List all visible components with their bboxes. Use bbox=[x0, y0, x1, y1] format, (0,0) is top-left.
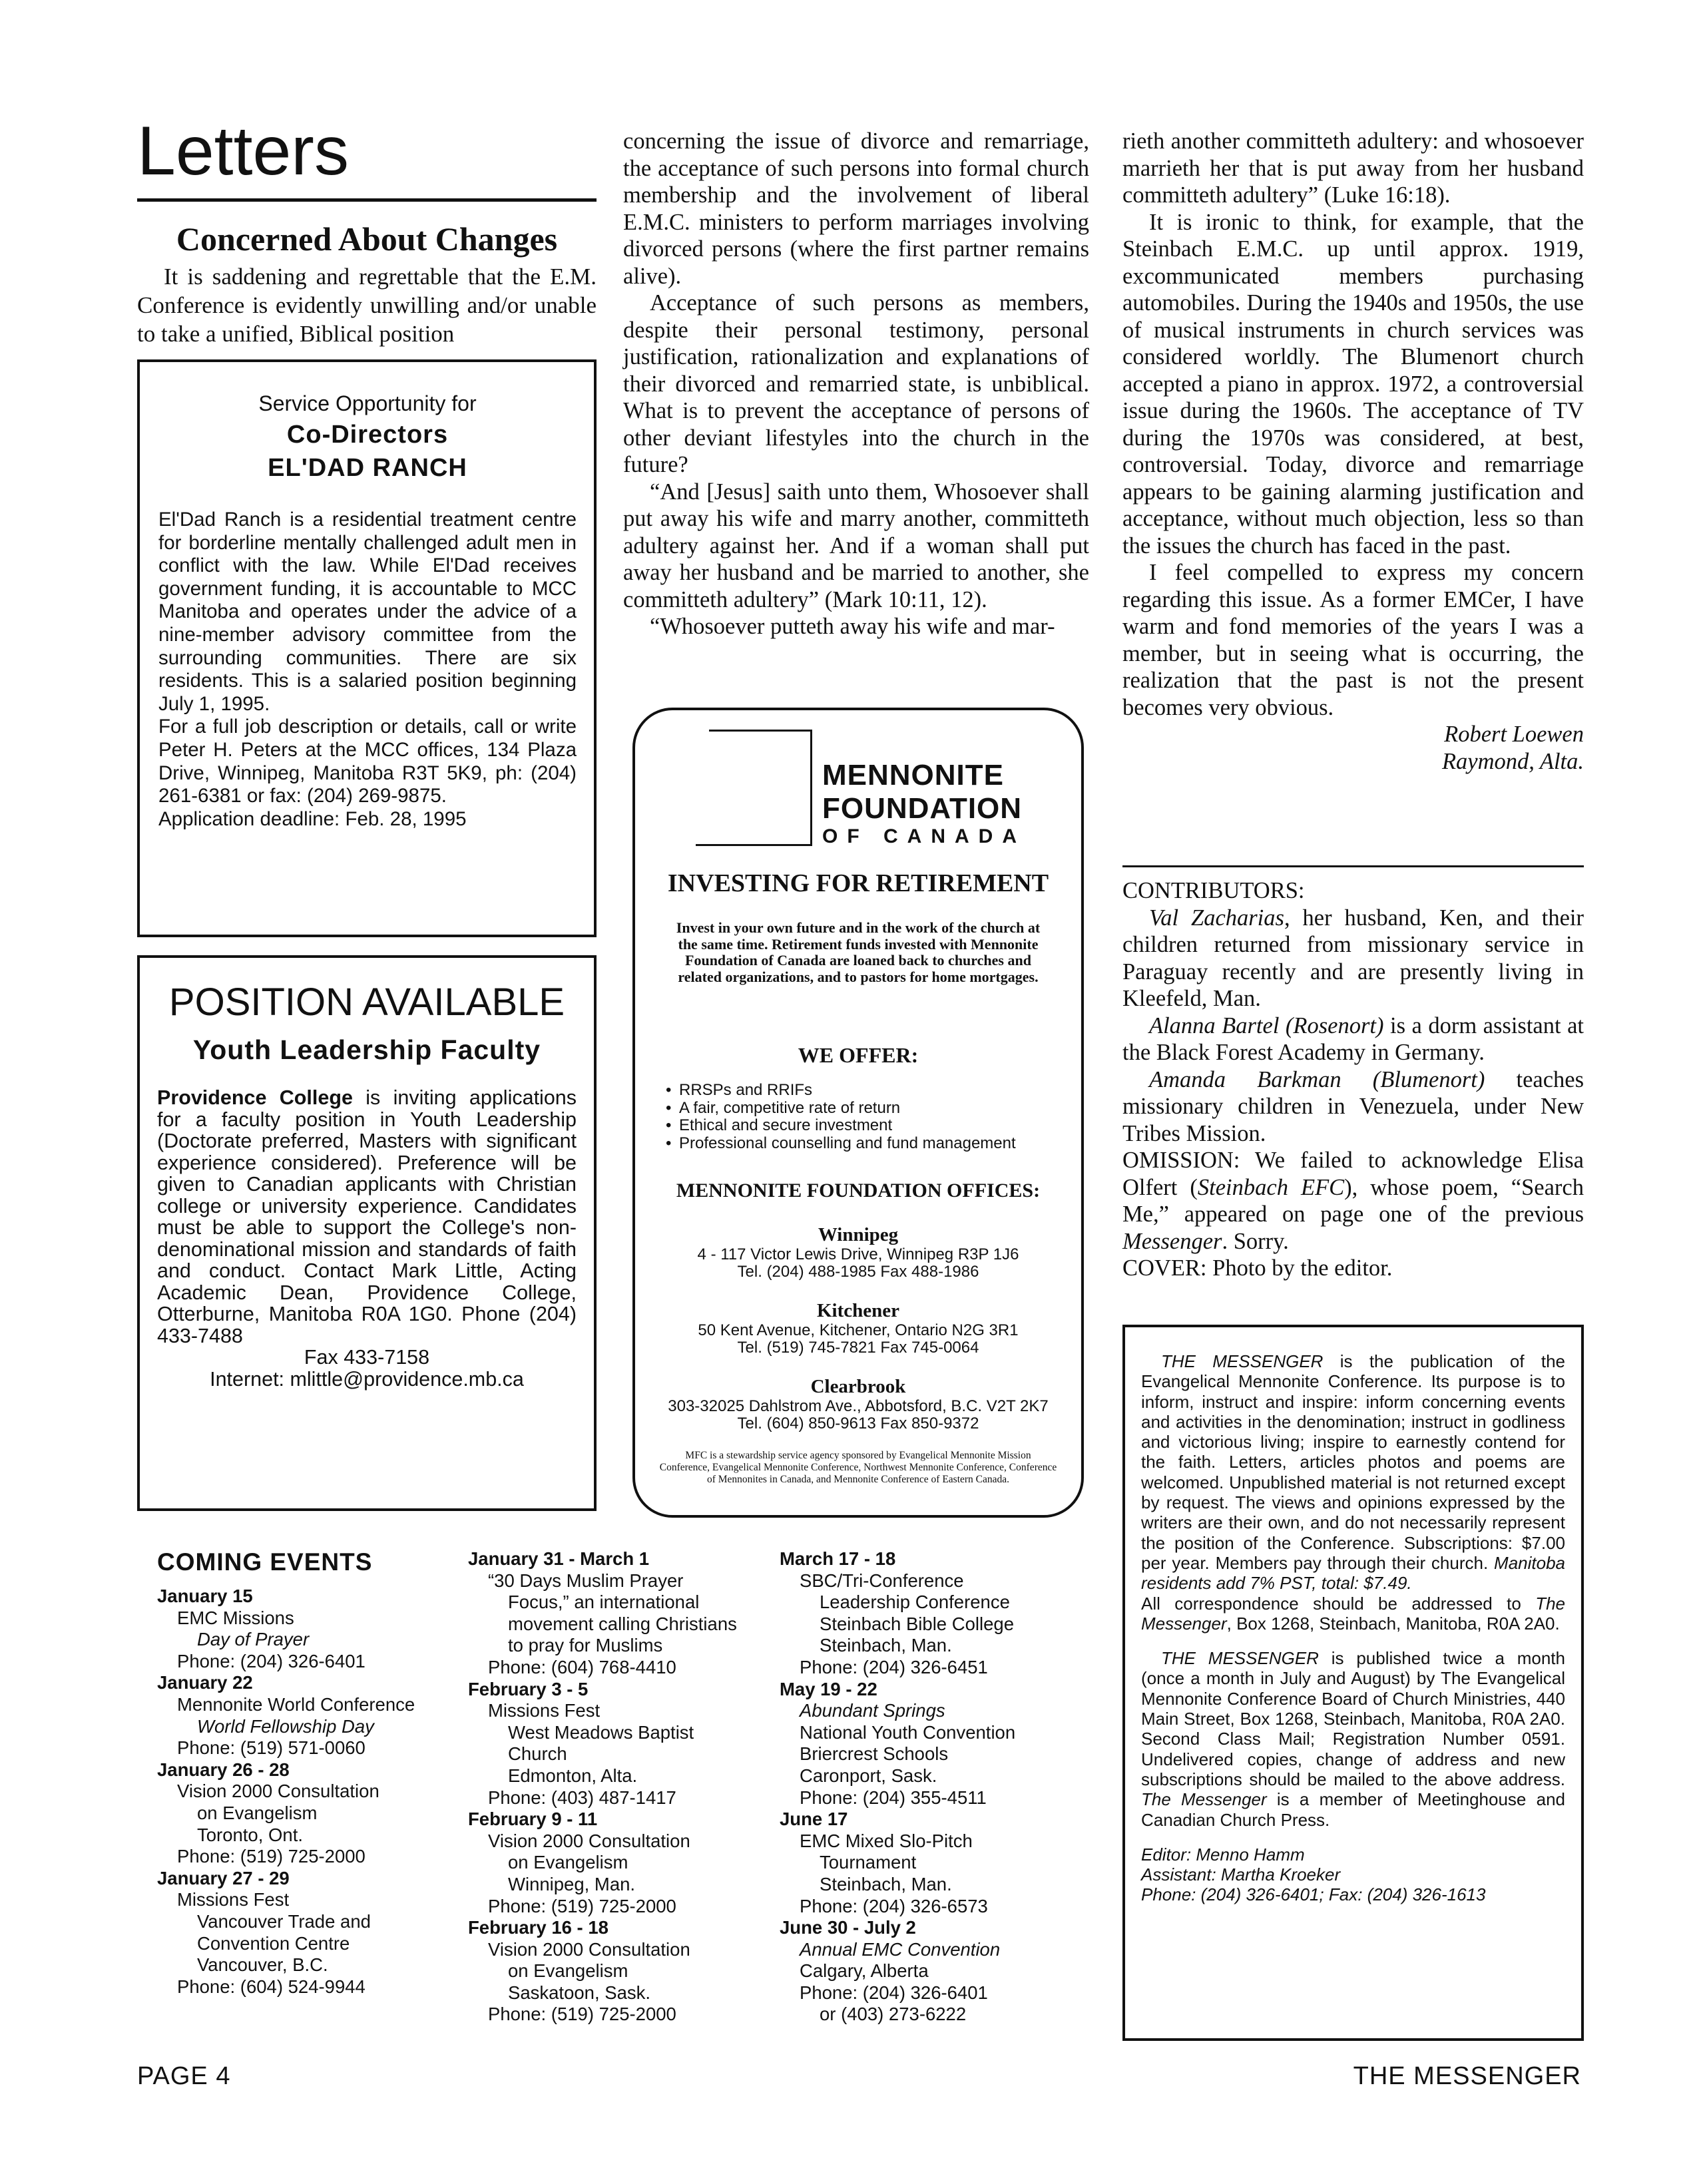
office-phone: Tel. (204) 488-1985 Fax 488-1986 bbox=[737, 1263, 979, 1281]
event-phone: Phone: (403) 487-1417 bbox=[488, 1787, 676, 1808]
event-item bbox=[157, 1672, 450, 1759]
event-detail: Day of Prayer bbox=[197, 1629, 310, 1650]
event-detail: Focus,” an international bbox=[508, 1592, 700, 1613]
eldad-ranch-ad bbox=[137, 359, 597, 937]
letter-paragraph: concerning the issue of divorce and remarriage, the acceptance of such persons into formal church membership and the involvement of liberal E.M.C. ministers to perform marriages involving divorced persons (where the first partner remains alive). bbox=[623, 128, 1089, 289]
masthead-editor: Editor: Menno Hamm bbox=[1141, 1844, 1305, 1864]
omission-note: OMISSION: We failed to acknowledge Elisa Olfert (Steinbach EFC), whose poem, “Search Me,” appeared on page one of the previous Messenger. Sorry. bbox=[1122, 1148, 1584, 1254]
position-available-ad bbox=[137, 955, 597, 1511]
event-phone: Phone: (519) 725-2000 bbox=[177, 1846, 365, 1867]
event-detail: Winnipeg, Man. bbox=[508, 1873, 636, 1894]
event-phone: Phone: (519) 725-2000 bbox=[488, 1895, 676, 1916]
event-detail: Briercrest Schools bbox=[800, 1743, 949, 1765]
letter-paragraph: “Whosoever putteth away his wife and mar- bbox=[650, 614, 1055, 639]
event-phone: Phone: (204) 326-6401 bbox=[177, 1650, 365, 1671]
event-date: March 17 - 18 bbox=[780, 1548, 896, 1569]
letter-title: Concerned About Changes bbox=[176, 220, 558, 258]
ad-description: El'Dad Ranch is a residential treatment centre for borderline mentally challenged adult men in conflict with the law. While El'Dad receives government funding, it is accountable to MCC Manitoba and operates under the advice of a nine-member advisory committee from the surrounding communities. There are six residents. This is a salaried position beginning July 1, 1995. bbox=[158, 509, 577, 715]
event-detail: Vision 2000 Consultation bbox=[488, 1938, 690, 1960]
event-item bbox=[468, 1548, 761, 1679]
mfc-office bbox=[632, 1375, 1084, 1432]
letter-column-3 bbox=[1122, 128, 1584, 775]
office-phone: Tel. (604) 850-9613 Fax 850-9372 bbox=[737, 1415, 979, 1432]
event-date: February 16 - 18 bbox=[468, 1917, 609, 1938]
event-phone: Phone: (204) 355-4511 bbox=[800, 1787, 987, 1808]
event-detail: Vision 2000 Consultation bbox=[177, 1781, 379, 1802]
college-name: Providence College bbox=[157, 1086, 353, 1109]
event-detail: Caronport, Sask. bbox=[800, 1765, 937, 1786]
event-detail: Tournament bbox=[820, 1852, 917, 1873]
ad-description: Providence College is inviting applications for a faculty position in Youth Leadership (Doctorate preferred, Masters with significant experience considered). Preference will be given to Canadian applicants with Christian college or university experience. Candidates must be able to support the College's non-denominational mission and standards of faith and conduct. Contact Mark Little, Acting Academic Dean, Providence College, Otterburne, Manitoba R0A 1G0. Phone (204) 433-7488 bbox=[157, 1086, 577, 1347]
masthead-assistant: Assistant: Martha Kroeker bbox=[1141, 1864, 1341, 1885]
cover-credit: COVER: Photo by the editor. bbox=[1122, 1255, 1393, 1281]
contributors bbox=[1122, 877, 1584, 1282]
ad-email[interactable]: Internet: mlittle@providence.mb.ca bbox=[210, 1367, 524, 1391]
event-phone: Phone: (519) 725-2000 bbox=[488, 2004, 676, 2025]
masthead-publishing: THE MESSENGER is published twice a month (once a month in July and August) by The Evangelical Mennonite Conference Board of Church Ministries, 440 Main Street, Box 1268, Steinbach, Manitoba, R0A 2A0. Second Class Mail; Registration Number 0591. Undelivered copies, change of address and new subscriptions should be mailed to the above address. The Messenger is a member of Meetinghouse and Canadian Church Press. bbox=[1141, 1648, 1565, 1830]
event-date: January 15 bbox=[157, 1586, 253, 1606]
event-detail: Annual EMC Convention bbox=[800, 1938, 1001, 1960]
event-date: June 17 bbox=[780, 1809, 848, 1830]
list-item: • Ethical and secure investment bbox=[666, 1117, 1052, 1135]
section-title: Letters bbox=[137, 112, 349, 190]
event-date: January 22 bbox=[157, 1672, 253, 1693]
contributor-entry: Amanda Barkman (Blumenort) teaches missionary children in Venezuela, under New Tribes Mission. bbox=[1122, 1066, 1584, 1146]
mfc-offer-list bbox=[666, 1082, 1052, 1152]
events-title: COMING EVENTS bbox=[157, 1548, 373, 1576]
ad-title: Co-Directors bbox=[286, 421, 449, 449]
mfc-logo-frame bbox=[696, 730, 812, 849]
event-date: January 26 - 28 bbox=[157, 1759, 290, 1780]
event-detail: Church bbox=[508, 1743, 567, 1765]
event-date: January 31 - March 1 bbox=[468, 1548, 650, 1569]
masthead-phone: Phone: (204) 326-6401; Fax: (204) 326-1613 bbox=[1141, 1884, 1486, 1905]
event-item bbox=[780, 1548, 1086, 1679]
letter-intro: It is saddening and regrettable that the E.M. Conference is evidently unwilling and/or unable to take a unified, Biblical position bbox=[137, 264, 597, 347]
office-address: 50 Kent Avenue, Kitchener, Ontario N2G 3R1 bbox=[698, 1321, 1019, 1339]
contributor-entry: Alanna Bartel (Rosenort) is a dorm assistant at the Black Forest Academy in Germany. bbox=[1122, 1012, 1584, 1065]
event-date: May 19 - 22 bbox=[780, 1678, 877, 1699]
ad-subtitle: Youth Leadership Faculty bbox=[192, 1034, 541, 1065]
event-detail: EMC Missions bbox=[177, 1607, 294, 1628]
event-item bbox=[157, 1868, 450, 1998]
event-item bbox=[468, 1809, 761, 1917]
event-detail: Mennonite World Conference bbox=[177, 1693, 415, 1715]
events-column bbox=[157, 1586, 450, 1998]
mfc-name: FOUNDATION bbox=[822, 792, 1023, 825]
mfc-office bbox=[632, 1299, 1084, 1357]
event-detail: Missions Fest bbox=[177, 1889, 290, 1910]
list-item: • RRSPs and RRIFs bbox=[666, 1082, 1052, 1100]
signature-name: Robert Loewen bbox=[1444, 722, 1584, 747]
event-detail: Steinbach Bible College bbox=[820, 1613, 1014, 1634]
event-item bbox=[780, 1809, 1086, 1917]
event-detail: Vancouver, B.C. bbox=[197, 1954, 328, 1976]
mfc-intro: Invest in your own future and in the work of the church at the same time. Retirement funds invested with Mennonite Foundation of Canada are loaned back to churches and related organizations, and to pastors for home mortgages. bbox=[676, 919, 1041, 985]
event-phone: Phone: (204) 326-6573 bbox=[800, 1895, 988, 1916]
event-phone: Phone: (204) 326-6401 bbox=[800, 1982, 988, 2003]
event-detail: to pray for Muslims bbox=[508, 1635, 663, 1656]
event-phone: Phone: (604) 524-9944 bbox=[177, 1976, 365, 1997]
event-phone: Phone: (519) 571-0060 bbox=[177, 1737, 365, 1759]
office-city: Kitchener bbox=[816, 1300, 899, 1321]
divider bbox=[1122, 865, 1584, 867]
events-column bbox=[468, 1548, 761, 2026]
mfc-name: MENNONITE bbox=[822, 759, 1004, 791]
mfc-headline: INVESTING FOR RETIREMENT bbox=[667, 869, 1049, 897]
event-item bbox=[780, 1679, 1086, 1809]
event-detail: Steinbach, Man. bbox=[820, 1635, 952, 1656]
letter-paragraph: I feel compelled to express my concern regarding this issue. As a former EMCer, I have warm and fond memories of the years I was a member, but in seeing what is occurring, the realization that the past is not the present becomes very obvious. bbox=[1122, 560, 1584, 720]
office-city: Clearbrook bbox=[810, 1376, 906, 1397]
office-city: Winnipeg bbox=[818, 1224, 899, 1245]
letter-column-2 bbox=[623, 128, 1089, 640]
event-detail: movement calling Christians bbox=[508, 1613, 737, 1634]
event-detail: Vision 2000 Consultation bbox=[488, 1830, 690, 1851]
event-detail: Convention Centre bbox=[197, 1932, 350, 1954]
event-detail: Saskatoon, Sask. bbox=[508, 1982, 651, 2003]
event-item bbox=[157, 1586, 450, 1672]
mfc-offer-heading: WE OFFER: bbox=[798, 1043, 919, 1067]
letter-paragraph: rieth another committeth adultery: and whosoever marrieth her that is put away from her husband committeth adultery” (Luke 16:18). bbox=[1122, 128, 1584, 208]
ad-kicker: Service Opportunity for bbox=[258, 391, 477, 415]
event-detail: on Evangelism bbox=[508, 1852, 628, 1873]
masthead-box bbox=[1122, 1325, 1584, 2041]
mfc-office bbox=[632, 1223, 1084, 1281]
event-detail: West Meadows Baptist bbox=[508, 1721, 694, 1743]
event-detail: SBC/Tri-Conference bbox=[800, 1570, 964, 1591]
contributor-entry: Val Zacharias, her husband, Ken, and their children returned from missionary service in Paraguay recently and are presently living in Kleefeld, Man. bbox=[1122, 905, 1584, 1011]
events-column bbox=[780, 1548, 1086, 2026]
ad-body bbox=[158, 509, 577, 831]
office-phone: Tel. (519) 745-7821 Fax 745-0064 bbox=[737, 1339, 979, 1357]
event-detail: Toronto, Ont. bbox=[197, 1824, 303, 1845]
event-date: January 27 - 29 bbox=[157, 1867, 290, 1888]
ad-body bbox=[157, 1087, 577, 1390]
section-rule bbox=[137, 198, 597, 202]
event-item bbox=[468, 1679, 761, 1809]
event-item bbox=[157, 1759, 450, 1868]
event-detail: “30 Days Muslim Prayer bbox=[488, 1570, 684, 1591]
ad-contact: For a full job description or details, call or write Peter H. Peters at the MCC offices, 134 Plaza Drive, Winnipeg, Manitoba R3T 5K9, ph: (204) 261-6381 or fax: (204) 269-9875. bbox=[158, 716, 577, 807]
event-date: February 3 - 5 bbox=[468, 1678, 589, 1699]
event-item bbox=[468, 1917, 761, 2026]
list-item: • Professional counselling and fund management bbox=[666, 1135, 1052, 1153]
ad-deadline: Application deadline: Feb. 28, 1995 bbox=[158, 807, 467, 830]
signature-place: Raymond, Alta. bbox=[1441, 748, 1584, 774]
page-number: PAGE 4 bbox=[137, 2062, 231, 2090]
ad-title: POSITION AVAILABLE bbox=[168, 981, 565, 1024]
event-phone: or (403) 273-6222 bbox=[820, 2004, 967, 2025]
office-address: 303-32025 Dahlstrom Ave., Abbotsford, B.C. V2T 2K7 bbox=[668, 1397, 1049, 1415]
mfc-footnote: MFC is a stewardship service agency sponsored by Evangelical Mennonite Mission Conference, Evangelical Mennonite Conference, Northwest Mennonite Conference, Conference of Mennonites in Canada, and Mennonite Conference of Eastern Canada. bbox=[659, 1450, 1057, 1485]
event-phone: Phone: (604) 768-4410 bbox=[488, 1656, 676, 1677]
magazine-name: THE MESSENGER bbox=[1353, 2062, 1581, 2090]
event-detail: Edmonton, Alta. bbox=[508, 1765, 638, 1786]
mfc-offices-heading: MENNONITE FOUNDATION OFFICES: bbox=[676, 1180, 1041, 1201]
event-detail: Calgary, Alberta bbox=[800, 1960, 929, 1982]
event-detail: Abundant Springs bbox=[800, 1700, 945, 1721]
event-detail: on Evangelism bbox=[508, 1960, 628, 1982]
event-detail: EMC Mixed Slo-Pitch bbox=[800, 1830, 973, 1851]
office-address: 4 - 117 Victor Lewis Drive, Winnipeg R3P 1J6 bbox=[697, 1245, 1019, 1263]
letter-paragraph: Acceptance of such persons as members, despite their personal testimony, personal justification, rationalization and explanations of their divorced and remarried state, is unbiblical. What is to prevent the acceptance of persons of other deviant lifestyles into the church in the future? bbox=[623, 290, 1089, 477]
event-detail: Steinbach, Man. bbox=[820, 1873, 952, 1894]
letter-paragraph: It is ironic to think, for example, that the Steinbach E.M.C. up until approx. 1919, excommunicated members purchasing automobiles. During the 1940s and 1950s, the use of musical instruments in church services was considered worldly. The Blumenort church accepted a piano in approx. 1972, a controversial issue during the 1960s. The acceptance of TV during the 1970s was considered, at best, controversial. Today, divorce and remarriage appears to be gaining alarming justification and acceptance, without much objection, less so than the issues the church has faced in the past. bbox=[1122, 209, 1584, 558]
event-detail: World Fellowship Day bbox=[197, 1715, 374, 1737]
event-date: February 9 - 11 bbox=[468, 1809, 598, 1830]
event-detail: on Evangelism bbox=[197, 1802, 318, 1823]
event-date: June 30 - July 2 bbox=[780, 1917, 916, 1938]
event-detail: National Youth Convention bbox=[800, 1721, 1016, 1743]
event-phone: Phone: (204) 326-6451 bbox=[800, 1656, 988, 1677]
mfc-name: OF CANADA bbox=[822, 825, 1026, 847]
letter-paragraph: “And [Jesus] saith unto them, Whosoever shall put away his wife and marry another, committeth adultery against her. And if a woman shall put away her husband and be married to another, she committeth adultery” (Mark 10:11, 12). bbox=[623, 479, 1089, 612]
event-detail: Vancouver Trade and bbox=[197, 1910, 371, 1932]
event-detail: Missions Fest bbox=[488, 1700, 601, 1721]
event-item bbox=[780, 1917, 1086, 2026]
masthead-purpose: THE MESSENGER is the publication of the Evangelical Mennonite Conference. Its purpose is to inform, instruct and inspire: inform concerning events and activities in the denomination; instruct in godliness and victorious living; inspire to earnestly contend for the faith. Letters, articles photos and poems are welcomed. Unpublished material is not returned except by request. The views and opinions expressed by the writers are their own, and do not necessarily represent the position of the Conference. Subscriptions: $7.00 per year. Members pay through their church. Manitoba residents add 7% PST, total: $7.49. bbox=[1141, 1351, 1565, 1594]
list-item: • A fair, competitive rate of return bbox=[666, 1100, 1052, 1118]
ad-title: EL'DAD RANCH bbox=[268, 454, 467, 482]
event-detail: Leadership Conference bbox=[820, 1592, 1010, 1613]
contributors-heading: CONTRIBUTORS: bbox=[1122, 878, 1305, 903]
masthead-correspondence: All correspondence should be addressed to The Messenger, Box 1268, Steinbach, Manitoba, R0A 2A0. bbox=[1141, 1593, 1565, 1634]
ad-fax: Fax 433-7158 bbox=[304, 1346, 430, 1369]
